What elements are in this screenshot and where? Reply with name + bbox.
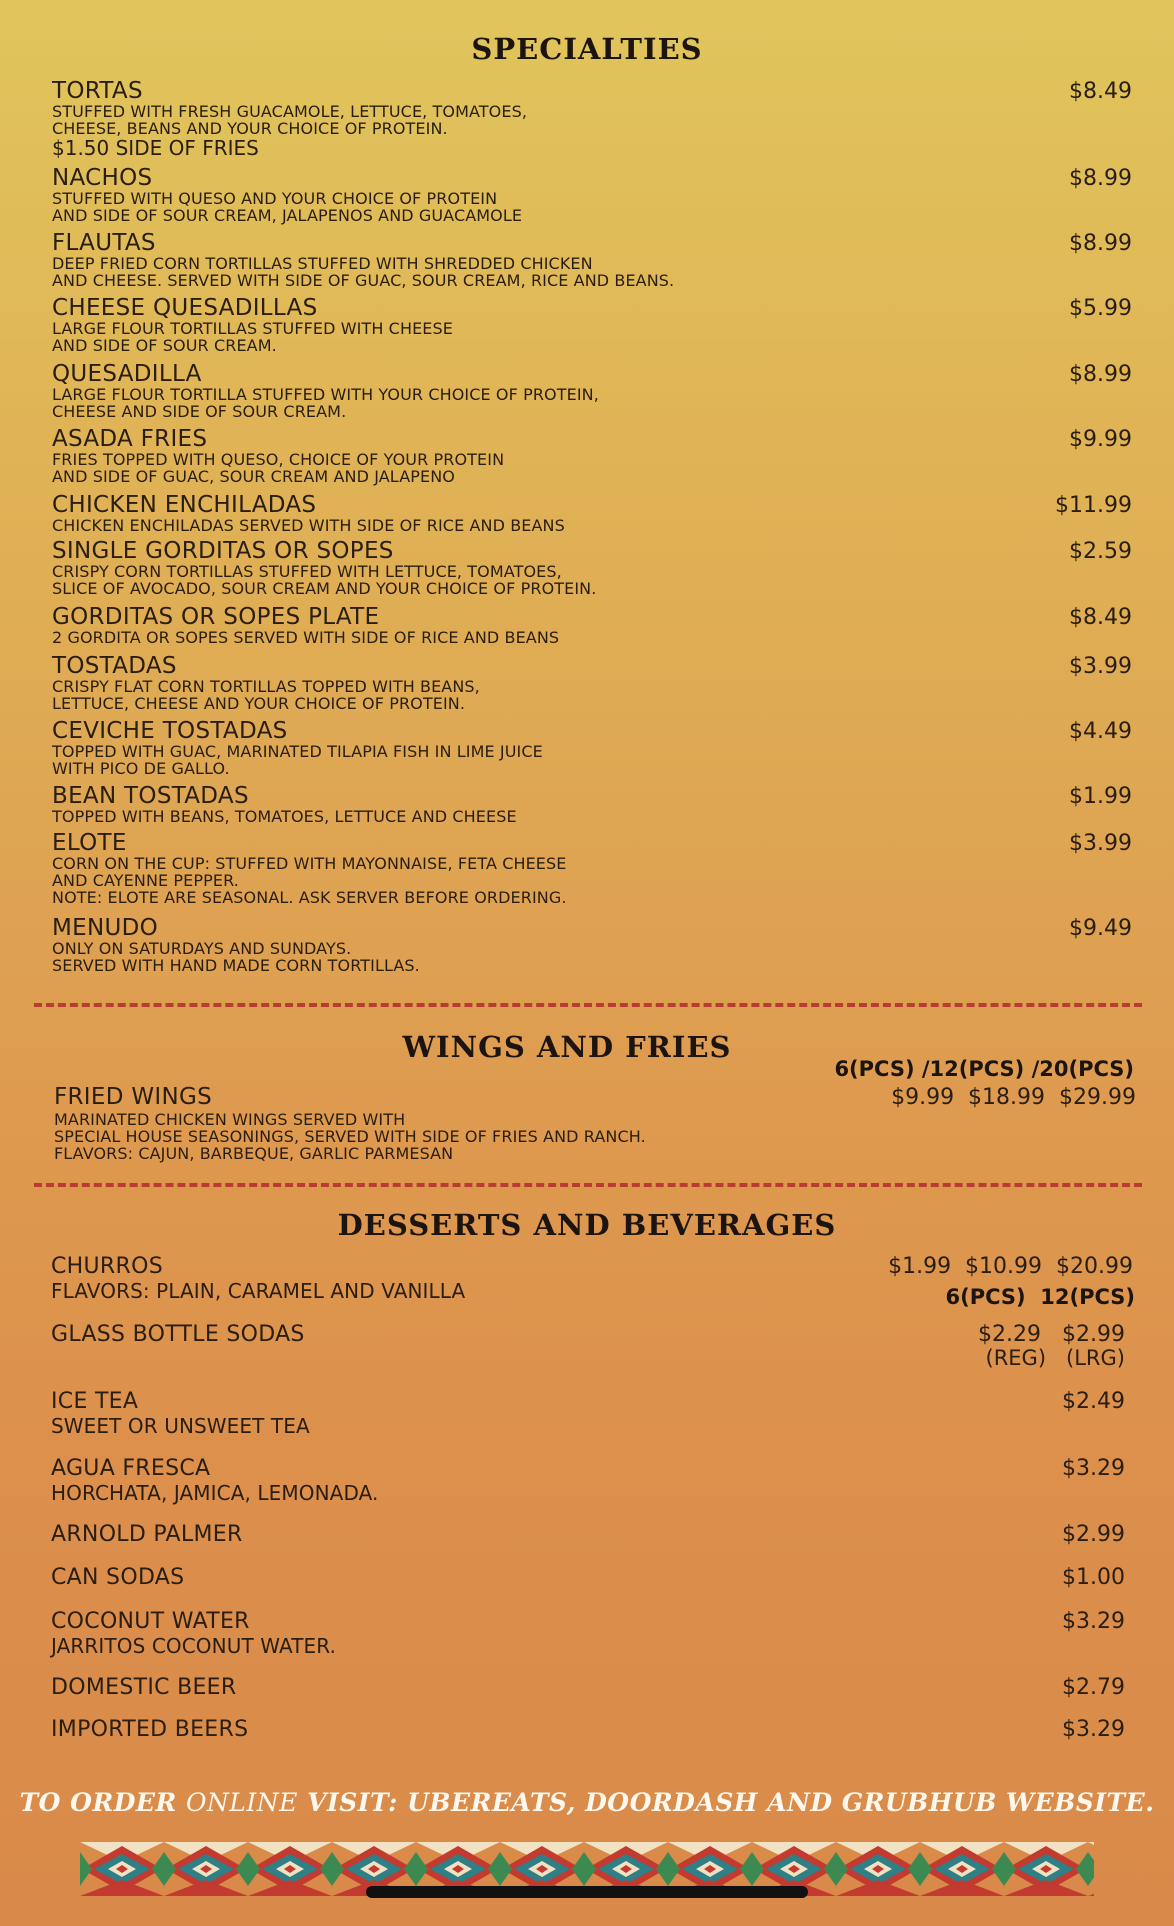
menu-item [52, 655, 1132, 712]
item-desc-line: MARINATED CHICKEN WINGS SERVED WITH [54, 1110, 406, 1129]
item-price: $3.29 [1062, 1609, 1125, 1634]
menu-item [52, 232, 1132, 289]
item-prices: $2.29 $2.99 [978, 1322, 1125, 1347]
item-price: $2.79 [1062, 1675, 1125, 1700]
item-price: $2.49 [1062, 1389, 1125, 1414]
item-desc-line: SERVED WITH HAND MADE CORN TORTILLAS. [52, 956, 420, 975]
item-price: $1.99 [1069, 784, 1132, 809]
item-desc-line: AND SIDE OF SOUR CREAM, JALAPENOS AND GUACAMOLE [52, 206, 523, 225]
item-price: $9.49 [1069, 916, 1132, 941]
item-name: MENUDO [52, 915, 159, 941]
item-desc-line: STUFFED WITH FRESH GUACAMOLE, LETTUCE, TOMATOES, [52, 102, 528, 121]
banner-text-post: VISIT: UBEREATS, DOORDASH AND GRUBHUB WEBSITE. [297, 1788, 1155, 1817]
item-price: $3.29 [1062, 1456, 1125, 1481]
item-name: CEVICHE TOSTADAS [52, 718, 288, 744]
item-desc: HORCHATA, JAMICA, LEMONADA. [51, 1481, 379, 1505]
menu-item [51, 1717, 1131, 1743]
menu-item [51, 1609, 1131, 1657]
item-name: BEAN TOSTADAS [52, 783, 249, 809]
item-desc-line: ONLY ON SATURDAYS AND SUNDAYS. [52, 939, 352, 958]
item-desc-line: CHEESE, BEANS AND YOUR CHOICE OF PROTEIN. [52, 119, 448, 138]
menu-item [51, 1456, 1131, 1504]
item-name: QUESADILLA [52, 361, 202, 387]
item-prices: $9.99 $18.99 $29.99 [891, 1085, 1136, 1110]
specialties-title: SPECIALTIES [471, 32, 703, 66]
menu-item [51, 1675, 1131, 1701]
item-name: ELOTE [52, 830, 127, 856]
item-desc-line: FRIES TOPPED WITH QUESO, CHOICE OF YOUR PROTEIN [52, 450, 505, 469]
item-price: $1.00 [1062, 1565, 1125, 1590]
order-online-banner [0, 1788, 1174, 1817]
item-price: $2.59 [1069, 539, 1132, 564]
item-desc-line: AND SIDE OF GUAC, SOUR CREAM AND JALAPENO [52, 467, 455, 486]
item-desc-line: CHICKEN ENCHILADAS SERVED WITH SIDE OF RICE AND BEANS [52, 516, 565, 535]
menu-item [52, 606, 1132, 646]
item-desc-line: LETTUCE, CHEESE AND YOUR CHOICE OF PROTEIN. [52, 694, 466, 713]
item-desc-line: SLICE OF AVOCADO, SOUR CREAM AND YOUR CHOICE OF PROTEIN. [52, 579, 597, 598]
item-price: $5.99 [1069, 296, 1132, 321]
item-price: $3.99 [1069, 654, 1132, 679]
item-name: IMPORTED BEERS [51, 1717, 249, 1742]
item-desc-line: LARGE FLOUR TORTILLAS STUFFED WITH CHEESE [52, 319, 453, 338]
item-name: CHEESE QUESADILLAS [52, 295, 318, 321]
menu-item [52, 428, 1132, 485]
menu-item [51, 1389, 1131, 1437]
item-price: $2.99 [1062, 1522, 1125, 1547]
item-name: CHURROS [51, 1254, 163, 1279]
item-name: GORDITAS OR SOPES PLATE [52, 604, 380, 630]
churros-sizes: 6(PCS) 12(PCS) [945, 1285, 1135, 1309]
item-desc-line: AND SIDE OF SOUR CREAM. [52, 336, 277, 355]
item-price: $8.99 [1069, 362, 1132, 387]
item-name: NACHOS [52, 165, 153, 191]
menu-item [52, 494, 1132, 534]
banner-text-online: ONLINE [185, 1788, 298, 1817]
item-price: $8.99 [1069, 231, 1132, 256]
item-name: SINGLE GORDITAS OR SOPES [52, 538, 394, 564]
item-price: $8.49 [1069, 605, 1132, 630]
item-desc-line: 2 GORDITA OR SOPES SERVED WITH SIDE OF RICE AND BEANS [52, 628, 560, 647]
menu-item-glass-bottle-sodas [51, 1322, 1131, 1370]
wings-title: WINGS AND FRIES [402, 1030, 732, 1064]
item-desc-line: CORN ON THE CUP: STUFFED WITH MAYONNAISE, FETA CHEESE [52, 854, 567, 873]
section-divider [34, 1183, 1142, 1187]
item-desc: FLAVORS: PLAIN, CARAMEL AND VANILLA [51, 1279, 466, 1303]
banner-text-pre: TO ORDER [19, 1788, 186, 1817]
menu-item [52, 832, 1132, 906]
item-desc-line: CRISPY FLAT CORN TORTILLAS TOPPED WITH BEANS, [52, 677, 480, 696]
home-indicator[interactable] [366, 1886, 808, 1898]
item-desc-line: TOPPED WITH GUAC, MARINATED TILAPIA FISH IN LIME JUICE [52, 742, 543, 761]
item-desc-line: TOPPED WITH BEANS, TOMATOES, LETTUCE AND CHEESE [52, 807, 517, 826]
item-name: FLAUTAS [52, 230, 156, 256]
menu-item [51, 1565, 1131, 1591]
menu-item [52, 917, 1132, 974]
item-price: $3.29 [1062, 1717, 1125, 1742]
item-name: TOSTADAS [52, 653, 177, 679]
item-price: $4.49 [1069, 719, 1132, 744]
item-desc-line: AND CAYENNE PEPPER. [52, 871, 239, 890]
menu-item [52, 540, 1132, 597]
menu-item [52, 720, 1132, 777]
item-desc: SWEET OR UNSWEET TEA [51, 1414, 310, 1438]
item-extra: $1.50 SIDE OF FRIES [52, 136, 259, 160]
menu-item [52, 785, 1132, 825]
desserts-title: DESSERTS AND BEVERAGES [337, 1208, 837, 1242]
item-price: $9.99 [1069, 427, 1132, 452]
menu-item [52, 167, 1132, 224]
item-desc-line: SPECIAL HOUSE SEASONINGS, SERVED WITH SIDE OF FRIES AND RANCH. [54, 1127, 646, 1146]
item-desc-line: AND CHEESE. SERVED WITH SIDE OF GUAC, SOUR CREAM, RICE AND BEANS. [52, 271, 675, 290]
item-name: AGUA FRESCA [51, 1456, 211, 1481]
wings-sizes: 6(PCS) /12(PCS) /20(PCS) [834, 1057, 1134, 1081]
item-name: ICE TEA [51, 1389, 139, 1414]
item-desc-line: STUFFED WITH QUESO AND YOUR CHOICE OF PROTEIN [52, 189, 498, 208]
item-price: $11.99 [1055, 493, 1132, 518]
item-price: $8.99 [1069, 166, 1132, 191]
item-desc-line: NOTE: ELOTE ARE SEASONAL. ASK SERVER BEFORE ORDERING. [52, 888, 567, 907]
item-desc-line: CHEESE AND SIDE OF SOUR CREAM. [52, 402, 347, 421]
item-desc-line: WITH PICO DE GALLO. [52, 759, 230, 778]
item-desc-line: LARGE FLOUR TORTILLA STUFFED WITH YOUR CHOICE OF PROTEIN, [52, 385, 599, 404]
item-price: $3.99 [1069, 831, 1132, 856]
item-name: ARNOLD PALMER [51, 1522, 243, 1547]
menu-item [51, 1522, 1131, 1548]
item-desc-line: CRISPY CORN TORTILLAS STUFFED WITH LETTUCE, TOMATOES, [52, 562, 562, 581]
menu-item [52, 363, 1132, 420]
menu-item-churros [51, 1254, 1135, 1309]
item-name: CHICKEN ENCHILADAS [52, 492, 317, 518]
item-prices: $1.99 $10.99 $20.99 [888, 1254, 1133, 1279]
item-name: TORTAS [52, 78, 143, 104]
item-desc: JARRITOS COCONUT WATER. [51, 1634, 337, 1658]
soda-sizes: (REG) (LRG) [985, 1346, 1125, 1370]
section-divider [34, 1003, 1142, 1007]
item-name: CAN SODAS [51, 1565, 185, 1590]
menu-item [52, 297, 1132, 354]
item-name: ASADA FRIES [52, 426, 208, 452]
menu-item [52, 80, 1132, 159]
item-price: $8.49 [1069, 79, 1132, 104]
item-name: COCONUT WATER [51, 1609, 250, 1634]
item-name: GLASS BOTTLE SODAS [51, 1322, 305, 1347]
item-desc-line: FLAVORS: CAJUN, BARBEQUE, GARLIC PARMESAN [54, 1144, 454, 1163]
item-name: DOMESTIC BEER [51, 1675, 237, 1700]
menu-item-fried-wings [54, 1086, 1134, 1162]
item-name: FRIED WINGS [54, 1084, 212, 1110]
item-desc-line: DEEP FRIED CORN TORTILLAS STUFFED WITH SHREDDED CHICKEN [52, 254, 593, 273]
